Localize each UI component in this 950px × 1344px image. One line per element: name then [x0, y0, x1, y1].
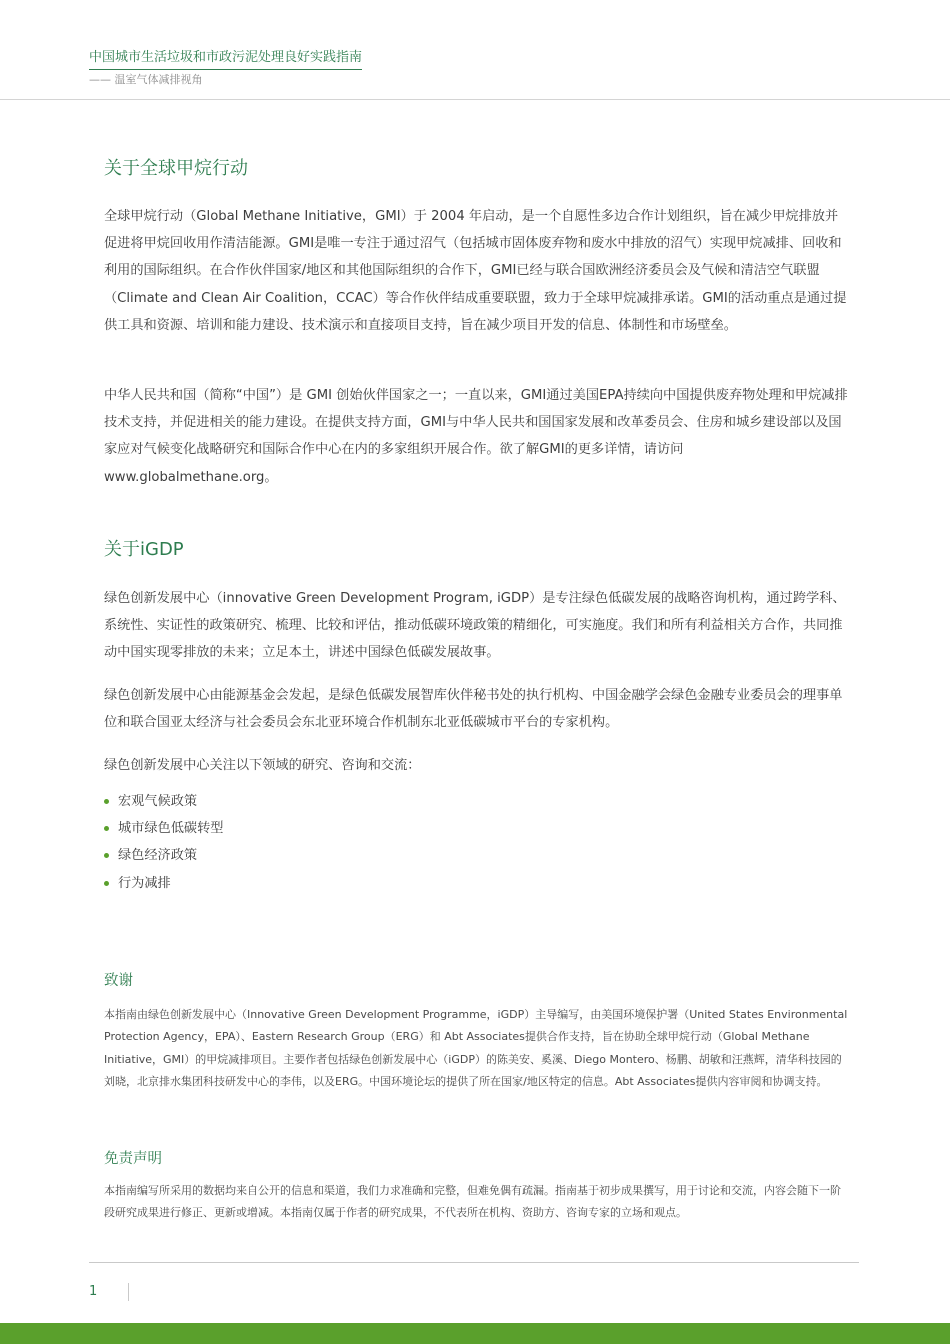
focus-areas-list	[104, 788, 224, 897]
list-item-text: 绿色经济政策	[118, 848, 198, 864]
header-divider	[0, 99, 950, 100]
disclaimer-text: 本指南编写所采用的数据均来自公开的信息和渠道，我们力求准确和完整，但难免偶有疏漏。指南基于初步成果撰写，用于讨论和交流，内容会随下一阶段研究成果进行修正、更新或增减。本指南仅属于作者的研究成果，不代表所在机构、资助方、咨询专家的立场和观点。	[104, 1184, 841, 1220]
igdp-paragraph-2: 绿色创新发展中心由能源基金会发起，是绿色低碳发展智库伙伴秘书处的执行机构、中国金融学会绿色金融专业委员会的理事单位和联合国亚太经济与社会委员会东北亚环境合作机制东北亚低碳城市平台的专家机构。	[104, 688, 843, 731]
footer-divider	[89, 1262, 859, 1263]
gmi-heading: 关于全球甲烷行动	[104, 158, 248, 179]
list-item	[104, 870, 224, 897]
disclaimer-heading: 免责声明	[104, 1151, 162, 1167]
page-number-separator	[128, 1283, 129, 1301]
igdp-paragraph-3: 绿色创新发展中心关注以下领域的研究、咨询和交流：	[104, 758, 421, 773]
acknowledgements-text: 本指南由绿色创新发展中心（Innovative Green Development Programme，iGDP）主导编写，由美国环境保护署（United States Environmental Protection Agency，EPA）、Eastern Research Group（ERG）和 Abt Associates提供合作支持，旨在协助全球甲烷行动（Global Methane Initiative，GMI）的甲烷减排项目。主要作者包括绿色创新发展中心（iGDP）的陈美安、奚溪、Diego Montero、杨鹏、胡敏和汪燕辉，清华科技园的刘晓，北京排水集团科技研发中心的李伟，以及ERG。中国环境论坛的提供了所在国家/地区特定的信息。Abt Associates提供内容审阅和协调支持。	[104, 1008, 848, 1089]
page-number: 1	[89, 1284, 98, 1299]
list-item	[104, 815, 224, 842]
running-header-subtitle: —— 温室气体减排视角	[89, 73, 203, 86]
list-item	[104, 842, 224, 869]
list-item	[104, 788, 224, 815]
gmi-paragraph-2: 中华人民共和国（简称“中国”）是 GMI 创始伙伴国家之一；一直以来，GMI通过美国EPA持续向中国提供废弃物处理和甲烷减排技术支持，并促进相关的能力建设。在提供支持方面，GMI与中华人民共和国国家发展和改革委员会、住房和城乡建设部以及国家应对气候变化战略研究和国际合作中心在内的多家组织开展合作。欲了解GMI的更多详情，请访问 www.globalmethane.org。	[104, 388, 848, 485]
bullet-icon	[104, 826, 109, 831]
bullet-icon	[104, 853, 109, 858]
acknowledgements-heading: 致谢	[104, 973, 133, 989]
list-item-text: 宏观气候政策	[118, 794, 198, 809]
footer-color-bar	[0, 1323, 950, 1344]
bullet-icon	[104, 799, 109, 804]
list-item-text: 城市绿色低碳转型	[118, 821, 224, 837]
igdp-heading: 关于iGDP	[104, 539, 184, 560]
gmi-paragraph-1: 全球甲烷行动（Global Methane Initiative，GMI）于 2004 年启动，是一个自愿性多边合作计划组织，旨在减少甲烷排放并促进将甲烷回收用作清洁能源。GMI是唯一专注于通过沼气（包括城市固体废弃物和废水中排放的沼气）实现甲烷减排、回收和利用的国际组织。在合作伙伴国家/地区和其他国际组织的合作下，GMI已经与联合国欧洲经济委员会及气候和清洁空气联盟（Climate and Clean Air Coalition，CCAC）等合作伙伴结成重要联盟，致力于全球甲烷减排承诺。GMI的活动重点是通过提供工具和资源、培训和能力建设、技术演示和直接项目支持，旨在减少项目开发的信息、体制性和市场壁垒。	[104, 209, 847, 333]
running-header-title: 中国城市生活垃圾和市政污泥处理良好实践指南	[89, 49, 362, 70]
bullet-icon	[104, 881, 109, 886]
list-item-text: 行为减排	[118, 875, 171, 891]
igdp-paragraph-1: 绿色创新发展中心（innovative Green Development Program, iGDP）是专注绿色低碳发展的战略咨询机构，通过跨学科、系统性、实证性的政策研究、梳理、比较和评估，推动低碳环境政策的精细化，可实施度。我们和所有利益相关方合作，共同推动中国实现零排放的未来；立足本土，讲述中国绿色低碳发展故事。	[104, 591, 846, 661]
